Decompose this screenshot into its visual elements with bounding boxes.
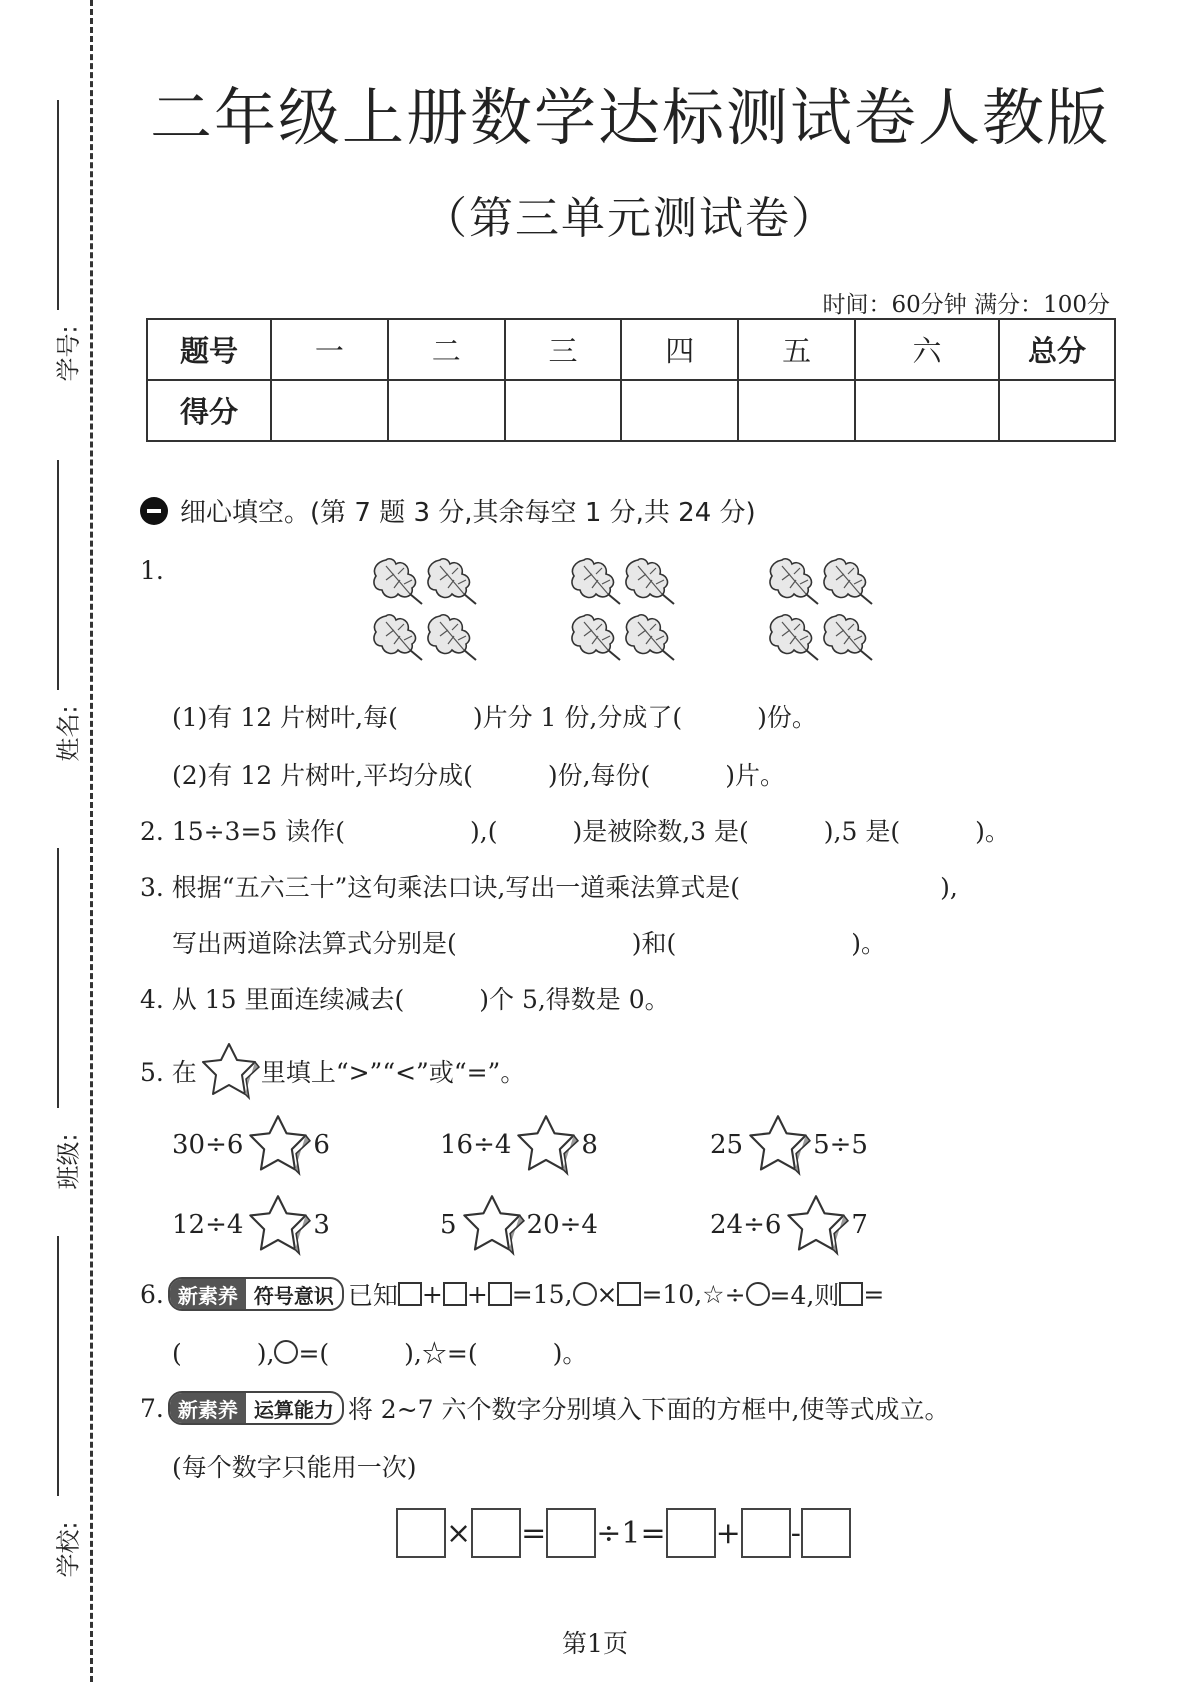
name-blank [57, 460, 59, 690]
compare-item [710, 1112, 868, 1178]
circle-symbol-icon [573, 1282, 597, 1306]
leaf-group-3 [770, 559, 872, 660]
q6-text: = [863, 1279, 885, 1309]
compare-item [440, 1192, 598, 1258]
q7-number: 7. [140, 1393, 164, 1423]
answer-box[interactable] [801, 1508, 851, 1558]
answer-box[interactable] [546, 1508, 596, 1558]
answer-box[interactable] [666, 1508, 716, 1558]
q6-text: =10,☆÷ [641, 1279, 746, 1309]
section-1-heading [140, 492, 756, 529]
star-icon [197, 1040, 261, 1102]
q5-suffix: 里填上“>”“<”或“=”。 [260, 1058, 526, 1087]
square-symbol-icon [398, 1282, 422, 1306]
score-input-cell[interactable] [855, 380, 999, 441]
score-cell: 三 [505, 319, 622, 380]
compare-right: 5÷5 [813, 1130, 868, 1160]
star-answer-icon[interactable] [743, 1112, 813, 1178]
time-info: 时间：60分钟 满分：100分 [822, 292, 1110, 318]
q6-text: ( ), [172, 1339, 275, 1368]
operator: ÷1= [596, 1515, 666, 1551]
score-input-cell[interactable] [271, 380, 388, 441]
school-label: 学校: [54, 1521, 83, 1578]
badge-topic: 运算能力 [253, 1397, 334, 1422]
section-1-text: 细心填空。(第 7 题 3 分,其余每空 1 分,共 24 分) [180, 498, 756, 528]
score-cell: 得分 [147, 380, 271, 441]
q7-line1 [140, 1390, 949, 1426]
operator: - [790, 1515, 801, 1551]
q1-sub2: (2)有 12 片树叶,平均分成( )份,每份( )片。 [172, 761, 786, 790]
score-cell: 总分 [999, 319, 1115, 380]
q6-number: 6. [140, 1279, 164, 1309]
section-number-icon [140, 497, 168, 525]
q7-text: 将 2~7 六个数字分别填入下面的方框中,使等式成立。 [347, 1395, 950, 1424]
score-cell: 题号 [147, 319, 271, 380]
compare-right: 6 [313, 1130, 330, 1160]
badge-label: 新素养 [170, 1393, 246, 1423]
score-table-score-row [147, 380, 1115, 441]
q6-text: 已知 [347, 1281, 398, 1310]
q7-note: (每个数字只能用一次) [172, 1453, 417, 1482]
badge-label: 新素养 [170, 1279, 246, 1309]
score-cell: 一 [271, 319, 388, 380]
score-input-cell[interactable] [388, 380, 505, 441]
page-subtitle: （第三单元测试卷） [423, 193, 837, 244]
q5-instruction [140, 1040, 525, 1102]
star-answer-icon[interactable] [511, 1112, 581, 1178]
school-blank [57, 1236, 59, 1496]
score-input-cell[interactable] [738, 380, 855, 441]
compare-item [710, 1192, 868, 1258]
compare-item [172, 1192, 330, 1258]
q6-badge [168, 1277, 344, 1311]
q6-text: + [421, 1279, 443, 1309]
compare-right: 7 [851, 1210, 868, 1240]
score-input-cell[interactable] [621, 380, 738, 441]
student-id-label: 学号: [54, 325, 83, 382]
q6-text: =15, [511, 1279, 573, 1309]
q6-text: =( ),☆=( )。 [298, 1339, 588, 1368]
compare-item [440, 1112, 598, 1178]
leaves-illustration [372, 552, 892, 672]
q4: 4. 从 15 里面连续减去( )个 5,得数是 0。 [140, 985, 670, 1014]
star-answer-icon[interactable] [243, 1112, 313, 1178]
student-id-blank [57, 100, 59, 310]
page-title: 二年级上册数学达标测试卷人教版 [149, 81, 1110, 154]
operator: = [521, 1515, 547, 1551]
compare-left: 30÷6 [172, 1130, 244, 1160]
square-symbol-icon [839, 1282, 863, 1306]
star-answer-icon[interactable] [781, 1192, 851, 1258]
score-input-cell[interactable] [999, 380, 1115, 441]
q5-prefix: 5. 在 [140, 1058, 197, 1087]
score-cell: 五 [738, 319, 855, 380]
leaf-group-1 [374, 559, 476, 660]
q6-text: + [466, 1279, 488, 1309]
binding-dashed-line [90, 0, 93, 1682]
compare-item [172, 1112, 330, 1178]
class-label: 班级: [54, 1133, 83, 1190]
score-cell: 六 [855, 319, 999, 380]
star-answer-icon[interactable] [457, 1192, 527, 1258]
score-table [146, 318, 1116, 442]
q3-line1: 3. 根据“五六三十”这句乘法口诀,写出一道乘法算式是( ), [140, 873, 958, 902]
star-answer-icon[interactable] [243, 1192, 313, 1258]
score-cell: 四 [621, 319, 738, 380]
square-symbol-icon [617, 1282, 641, 1306]
q7-badge [168, 1391, 344, 1425]
operator: + [715, 1515, 741, 1551]
q6-line1 [140, 1276, 884, 1312]
compare-left: 16÷4 [440, 1130, 512, 1160]
answer-box[interactable] [396, 1508, 446, 1558]
q6-line2 [172, 1334, 587, 1370]
compare-left: 25 [710, 1130, 744, 1160]
name-label: 姓名: [54, 705, 83, 762]
circle-symbol-icon [746, 1282, 770, 1306]
leaf-group-2 [572, 559, 674, 660]
answer-box[interactable] [471, 1508, 521, 1558]
score-input-cell[interactable] [505, 380, 622, 441]
operator: × [446, 1515, 472, 1551]
compare-right: 8 [581, 1130, 598, 1160]
compare-left: 24÷6 [710, 1210, 782, 1240]
q6-text: × [596, 1279, 618, 1309]
score-cell: 二 [388, 319, 505, 380]
score-table-header-row [147, 319, 1115, 380]
class-blank [57, 848, 59, 1108]
compare-left: 12÷4 [172, 1210, 244, 1240]
q1-sub1: (1)有 12 片树叶,每( )片分 1 份,分成了( )份。 [172, 703, 817, 732]
q2: 2. 15÷3=5 读作( ),( )是被除数,3 是( ),5 是( )。 [140, 817, 1010, 846]
answer-box[interactable] [741, 1508, 791, 1558]
compare-left: 5 [440, 1210, 457, 1240]
page-number: 第1页 [562, 1629, 628, 1658]
circle-symbol-icon [274, 1340, 298, 1364]
q3-line2: 写出两道除法算式分别是( )和( )。 [172, 929, 887, 958]
badge-topic: 符号意识 [253, 1283, 334, 1308]
compare-right: 3 [313, 1210, 330, 1240]
square-symbol-icon [488, 1282, 512, 1306]
q1-number: 1. [140, 556, 164, 585]
square-symbol-icon [443, 1282, 467, 1306]
q7-equation [396, 1508, 851, 1558]
compare-right: 20÷4 [526, 1210, 598, 1240]
q6-text: =4,则 [769, 1281, 840, 1310]
